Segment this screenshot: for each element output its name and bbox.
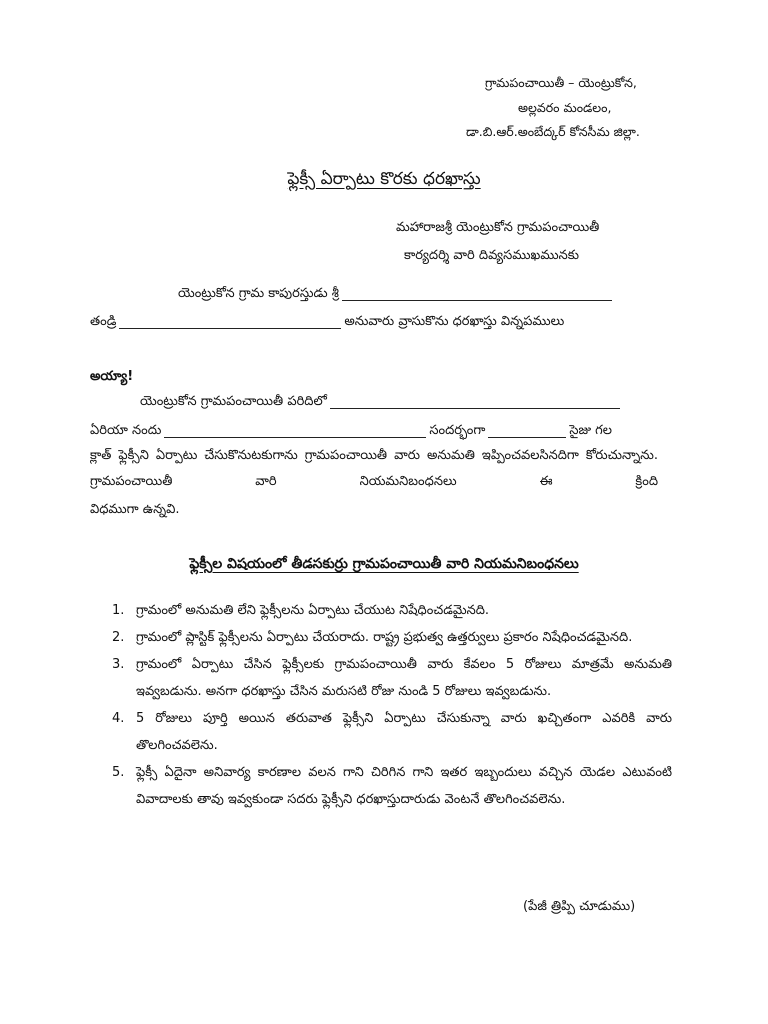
applicant-name-blank[interactable] xyxy=(342,288,612,301)
panchayat-area-label: యెంట్రుకోన గ్రామపంచాయితీ పరిదిలో xyxy=(140,394,327,409)
location-blank[interactable] xyxy=(330,396,620,409)
body-last-line: విధముగా ఉన్నవి. xyxy=(90,502,180,517)
document-title xyxy=(0,169,768,193)
address-line-2: అల్లవరం మండలం, xyxy=(518,100,612,115)
body-line-1 xyxy=(140,394,623,412)
father-name-blank[interactable] xyxy=(119,316,341,329)
rule-number: 4. xyxy=(112,711,125,726)
rule-text: గ్రామంలో ఏర్పాటు చేసిన ఫ్లెక్సీలకు గ్రామపంచాయితీ వారు కేవలం 5 రోజులు మాత్రమే అనుమతి ఇవ్వబడును. అనగా ధరఖాస్తు చేసిన మరుసటి రోజు నుండి 5 రోజులు ఇవ్వబడును. xyxy=(136,657,672,699)
occasion-label: సందర్భంగా xyxy=(429,423,486,438)
occasion-blank[interactable] xyxy=(164,425,426,438)
salutation: అయ్యా! xyxy=(90,369,134,384)
document-title-text: ఫ్లెక్సీ ఏర్పాటు కొరకు ధరఖాస్తు xyxy=(287,169,481,189)
rule-item xyxy=(112,651,672,705)
rule-item xyxy=(112,624,672,651)
rule-item xyxy=(112,759,672,813)
applicant-name-label: యెంట్రుకోన గ్రామ కాపురస్తుడు శ్రీ xyxy=(178,286,339,301)
rule-text: గ్రామంలో ప్లాస్టిక్ ఫ్లెక్సీలను ఏర్పాటు చేయరాదు. రాష్ట్ర ప్రభుత్వ ఉత్తర్వులు ప్రకారం నిషేధించడమైనది. xyxy=(136,630,633,645)
rule-number: 1. xyxy=(112,603,125,618)
applicant-father-row xyxy=(90,314,564,332)
body-line-2 xyxy=(90,423,612,441)
continue-note: (పేజీ త్రిప్పి చూడుము) xyxy=(523,899,636,914)
rule-text: 5 రోజులు పూర్తి అయిన తరువాత ఫ్లెక్సీని ఏర్పాటు చేసుకున్నా వారు ఖచ్చితంగా ఎవరికి వారు తొలగించవలెను. xyxy=(136,711,672,753)
rules-list xyxy=(112,597,672,813)
applicant-name-row xyxy=(178,286,615,304)
body-paragraph: క్లాత్ ఫ్లెక్సీని ఏర్పాటు చేసుకొనుటకుగాను గ్రామపంచాయితీ వారు అనుమతి ఇప్పించవలసినదిగా కోరుచున్నాను. గ్రామపంచాయితీ వారి నియమనిబంధనలు ఈ క్రింది xyxy=(90,448,658,489)
rule-number: 5. xyxy=(112,765,125,780)
applicant-intro-text: అనువారు వ్రాసుకొను ధరఖాస్తు విన్నపములు xyxy=(344,314,565,329)
rule-item xyxy=(112,597,672,624)
rule-text: ఫ్లెక్సీ ఏదైనా అనివార్య కారణాల వలన గాని చిరిగిన గాని ఇతర ఇబ్బందులు వచ్చిన యెడల ఎటువంటి వివాదాలకు తావు ఇవ్వకుండా సదరు ఫ్లెక్సీని ధరఖాస్తుదారుడు వెంటనే తొలగించవలెను. xyxy=(136,765,672,807)
address-line-1: గ్రామపంచాయితీ – యెంట్రుకోన, xyxy=(485,75,637,90)
rules-heading-text: ఫ్లెక్సీల విషయంలో తీడసకుర్రు గ్రామపంచాయితీ వారి నియమనిబంధనలు xyxy=(189,556,579,572)
rule-number: 3. xyxy=(112,657,125,672)
address-line-3: డా.బి.ఆర్.అంబేద్కర్ కోనసీమ జిల్లా. xyxy=(466,124,640,139)
area-label: ఏరియా నందు xyxy=(90,423,162,438)
recipient-line-2: కార్యదర్శి వారి దివ్యసముఖమునకు xyxy=(404,248,579,263)
father-label: తండ్రి xyxy=(90,314,117,329)
recipient-line-1: మహారాజశ్రీ యెంట్రుకోన గ్రామపంచాయితీ xyxy=(396,220,600,235)
rule-item xyxy=(112,705,672,759)
size-label: సైజు గల xyxy=(569,423,612,438)
rules-heading xyxy=(0,556,768,575)
rule-text: గ్రామంలో అనుమతి లేని ఫ్లెక్సీలను ఏర్పాటు చేయుట నిషేధించడమైనది. xyxy=(136,603,490,618)
size-blank[interactable] xyxy=(488,425,566,438)
rule-number: 2. xyxy=(112,630,125,645)
